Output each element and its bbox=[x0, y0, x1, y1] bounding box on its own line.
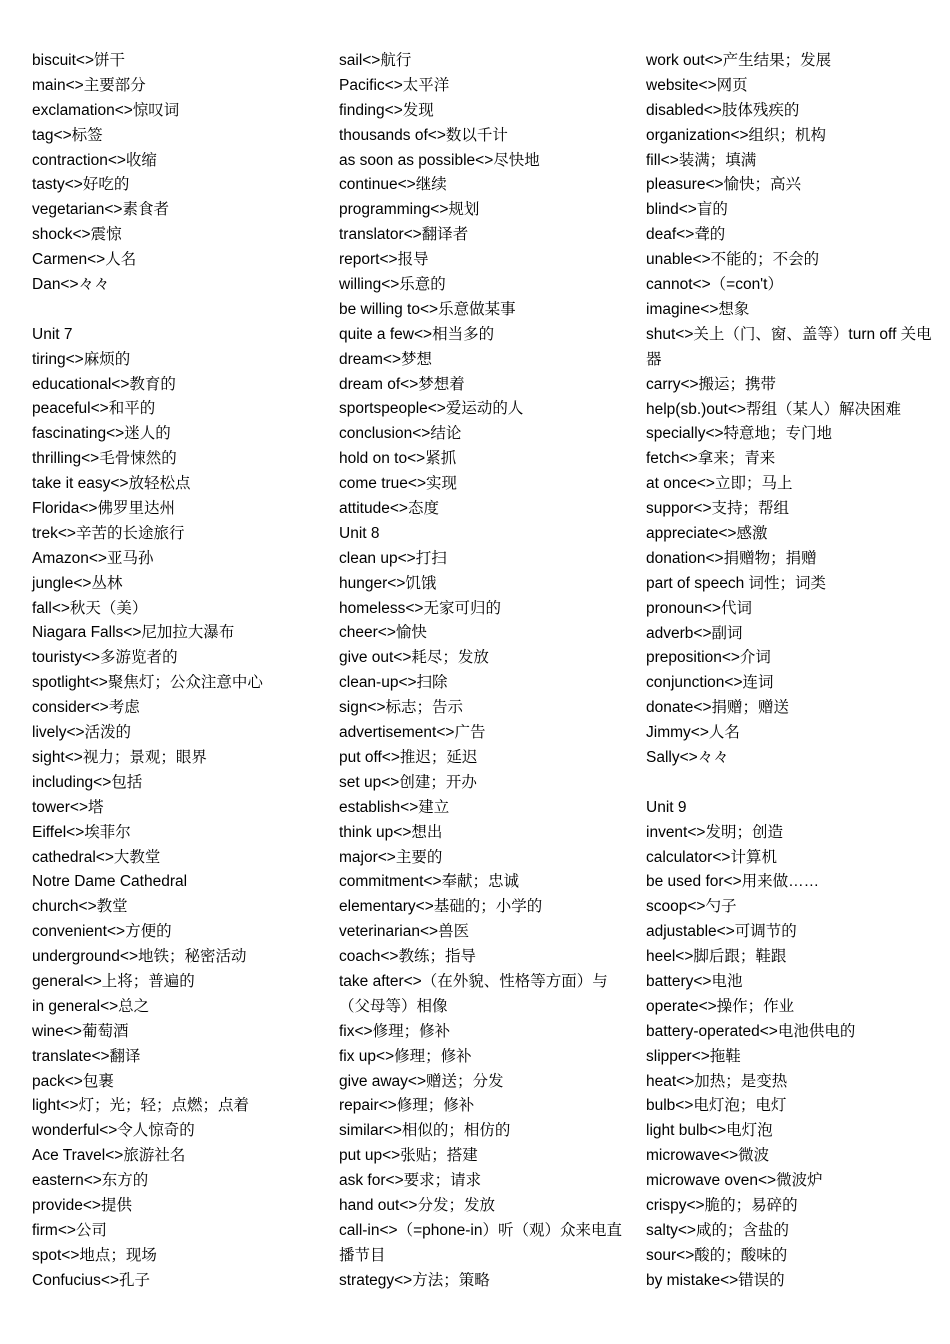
vocab-entry: suppor<>支持；帮组 bbox=[646, 500, 789, 518]
vocab-entry: deaf<>聋的 bbox=[646, 226, 726, 244]
vocab-entry: fall<>秋天（美） bbox=[32, 599, 148, 617]
vocab-entry: similar<>相似的；相仿的 bbox=[339, 1122, 511, 1140]
vocab-entry: vegetarian<>素食者 bbox=[32, 201, 169, 219]
vocab-entry: bulb<>电灯泡；电灯 bbox=[646, 1097, 787, 1115]
vocab-entry: calculator<>计算机 bbox=[646, 848, 777, 866]
vocab-entry: tasty<>好吃的 bbox=[32, 176, 130, 194]
vocab-entry: adjustable<>可调节的 bbox=[646, 923, 797, 941]
vocab-entry: including<>包括 bbox=[32, 773, 143, 791]
vocab-entry: shut<>关上（门、窗、盖等）turn off 关电器 bbox=[646, 325, 932, 368]
vocab-entry: major<>主要的 bbox=[339, 848, 443, 866]
vocab-entry: microwave<>微波 bbox=[646, 1147, 770, 1165]
vocab-entry: Notre Dame Cathedral bbox=[32, 873, 188, 891]
vocab-entry: finding<>发现 bbox=[339, 101, 434, 119]
vocab-entry: convenient<>方便的 bbox=[32, 923, 172, 941]
vocab-entry: establish<>建立 bbox=[339, 798, 450, 816]
vocab-entry: general<>上将；普遍的 bbox=[32, 972, 195, 990]
vocab-entry: take it easy<>放轻松点 bbox=[32, 475, 191, 493]
vocab-entry: cannot<>（=con't） bbox=[646, 276, 783, 294]
vocab-entry: fetch<>拿来；青来 bbox=[646, 450, 776, 468]
vocab-entry: Eiffel<>埃菲尔 bbox=[32, 823, 131, 841]
vocab-entry: Jimmy<>人名 bbox=[646, 724, 740, 742]
vocab-entry: Florida<>佛罗里达州 bbox=[32, 500, 175, 518]
vocab-entry: fascinating<>迷人的 bbox=[32, 425, 171, 443]
vocab-entry: pack<>包裹 bbox=[32, 1072, 114, 1090]
vocab-entry: by mistake<>错误的 bbox=[646, 1271, 785, 1289]
vocab-entry: fill<>装满；填满 bbox=[646, 151, 757, 169]
vocab-entry: hand out<>分发；发放 bbox=[339, 1197, 495, 1214]
vocab-entry: hunger<>饥饿 bbox=[339, 574, 437, 592]
vocab-entry: disabled<>肢体残疾的 bbox=[646, 101, 800, 119]
vocab-entry: commitment<>奉献；忠诚 bbox=[339, 873, 520, 891]
vocab-entry: as soon as possible<>尽快地 bbox=[339, 151, 540, 169]
vocab-entry: Ace Travel<>旅游社名 bbox=[32, 1147, 186, 1165]
vocab-entry: imagine<>想象 bbox=[646, 300, 750, 318]
vocab-entry: advertisement<>广告 bbox=[339, 724, 486, 742]
vocab-entry: spot<>地点；现场 bbox=[32, 1246, 157, 1264]
vocab-entry: part of speech 词性；词类 bbox=[646, 574, 827, 592]
vocab-entry: be used for<>用来做…… bbox=[646, 873, 820, 891]
vocab-entry: Sally<>々々 bbox=[646, 748, 729, 766]
vocab-entry: at once<>立即；马上 bbox=[646, 475, 793, 493]
vocab-entry: thousands of<>数以千计 bbox=[339, 126, 508, 144]
vocab-entry: clean-up<>扫除 bbox=[339, 674, 448, 692]
vocab-entry: pronoun<>代词 bbox=[646, 599, 752, 617]
vocab-entry: scoop<>勺子 bbox=[646, 898, 737, 916]
vocab-entry: translate<>翻译 bbox=[32, 1047, 141, 1065]
vocab-entry: adverb<>副词 bbox=[646, 624, 743, 642]
vocab-entry: salty<>咸的；含盐的 bbox=[646, 1221, 789, 1239]
vocab-entry: firm<>公司 bbox=[32, 1221, 107, 1239]
vocab-entry: consider<>考虑 bbox=[32, 699, 140, 717]
vocab-entry: Niagara Falls<>尼加拉大瀑布 bbox=[32, 624, 235, 642]
unit-heading: Unit 7 bbox=[32, 325, 73, 343]
vocab-entry: programming<>规划 bbox=[339, 201, 480, 219]
vocab-entry: invent<>发明；创造 bbox=[646, 823, 783, 841]
vocab-entry: tiring<>麻烦的 bbox=[32, 350, 131, 368]
vocab-entry: sign<>标志；告示 bbox=[339, 699, 464, 717]
vocab-entry: preposition<>介词 bbox=[646, 649, 771, 667]
vocab-entry: conjunction<>连词 bbox=[646, 674, 774, 692]
vocab-entry: come true<>实现 bbox=[339, 475, 458, 493]
unit-heading: Unit 8 bbox=[339, 524, 380, 542]
vocab-entry: call-in<>（=phone-in）听（观）众来电直播节目 bbox=[339, 1221, 622, 1264]
vocab-entry: blind<>盲的 bbox=[646, 201, 728, 219]
vocab-entry: donation<>捐赠物；捐赠 bbox=[646, 549, 817, 567]
vocab-entry: contraction<>收缩 bbox=[32, 151, 157, 169]
vocab-entry: sour<>酸的；酸味的 bbox=[646, 1246, 788, 1264]
vocab-entry: dream<>梦想 bbox=[339, 350, 433, 368]
vocab-entry: give out<>耗尽；发放 bbox=[339, 649, 489, 667]
vocab-entry: wonderful<>令人惊奇的 bbox=[32, 1122, 195, 1140]
vocab-entry: Carmen<>人名 bbox=[32, 251, 137, 269]
blank-line bbox=[646, 771, 936, 796]
vocab-entry: main<>主要部分 bbox=[32, 76, 146, 94]
vocab-entry: strategy<>方法；策略 bbox=[339, 1271, 490, 1289]
vocab-entry: put up<>张贴；搭建 bbox=[339, 1147, 478, 1165]
vocab-entry: sight<>视力；景观；眼界 bbox=[32, 748, 207, 766]
vocab-entry: tower<>塔 bbox=[32, 798, 104, 816]
vocab-entry: thrilling<>毛骨悚然的 bbox=[32, 450, 177, 468]
vocab-entry: hold on to<>紧抓 bbox=[339, 450, 457, 468]
vocab-entry: tag<>标签 bbox=[32, 126, 103, 144]
vocab-entry: dream of<>梦想着 bbox=[339, 375, 465, 393]
vocab-entry: veterinarian<>兽医 bbox=[339, 923, 470, 941]
vocab-entry: coach<>教练；指导 bbox=[339, 948, 476, 966]
vocab-entry: report<>报导 bbox=[339, 251, 429, 269]
vocab-entry: shock<>震惊 bbox=[32, 226, 122, 244]
vocab-entry: Confucius<>孔子 bbox=[32, 1271, 151, 1289]
vocab-entry: conclusion<>结论 bbox=[339, 425, 462, 443]
vocab-entry: homeless<>无家可归的 bbox=[339, 599, 501, 617]
vocab-entry: light<>灯；光；轻；点燃；点着 bbox=[32, 1097, 250, 1115]
vocab-column-1 bbox=[32, 49, 322, 1294]
vocab-entry: in general<>总之 bbox=[32, 997, 150, 1015]
vocab-entry: website<>网页 bbox=[646, 76, 748, 94]
vocab-entry: heat<>加热；是变热 bbox=[646, 1072, 788, 1090]
vocab-entry: peaceful<>和平的 bbox=[32, 400, 156, 418]
vocab-entry: fix<>修理；修补 bbox=[339, 1022, 451, 1040]
vocab-entry: heel<>脚后跟；鞋跟 bbox=[646, 948, 787, 966]
vocab-entry: take after<>（在外貌、性格等方面）与（父母等）相像 bbox=[339, 972, 608, 1015]
vocab-entry: translator<>翻译者 bbox=[339, 226, 469, 244]
vocab-entry: repair<>修理；修补 bbox=[339, 1097, 475, 1115]
vocab-entry: touristy<>多游览者的 bbox=[32, 649, 178, 667]
vocab-entry: trek<>辛苦的长途旅行 bbox=[32, 524, 185, 542]
unit-heading: Unit 9 bbox=[646, 798, 687, 816]
vocab-entry: exclamation<>惊叹词 bbox=[32, 101, 180, 119]
vocab-entry: specially<>特意地；专门地 bbox=[646, 425, 833, 443]
vocab-entry: clean up<>打扫 bbox=[339, 549, 447, 567]
vocab-entry: underground<>地铁；秘密活动 bbox=[32, 948, 247, 966]
vocab-entry: biscuit<>饼干 bbox=[32, 52, 126, 69]
vocab-entry: organization<>组织；机构 bbox=[646, 126, 827, 144]
vocab-column-3 bbox=[646, 49, 936, 1294]
vocab-entry: help(sb.)out<>帮组（某人）解决困难 bbox=[646, 400, 901, 418]
vocab-entry: willing<>乐意的 bbox=[339, 276, 446, 294]
vocab-entry: slipper<>拖鞋 bbox=[646, 1047, 741, 1065]
vocab-entry: continue<>继续 bbox=[339, 176, 447, 194]
vocab-entry: sportspeople<>爱运动的人 bbox=[339, 400, 524, 418]
vocab-entry: carry<>搬运；携带 bbox=[646, 375, 777, 393]
vocab-entry: ask for<>要求；请求 bbox=[339, 1172, 482, 1190]
vocab-entry: jungle<>丛林 bbox=[32, 574, 123, 592]
vocab-entry: cheer<>愉快 bbox=[339, 624, 427, 642]
vocab-entry: appreciate<>感激 bbox=[646, 524, 768, 542]
vocab-entry: eastern<>东方的 bbox=[32, 1172, 149, 1190]
vocab-entry: crispy<>脆的；易碎的 bbox=[646, 1197, 798, 1214]
vocab-entry: Dan<>々々 bbox=[32, 276, 110, 294]
vocab-entry: attitude<>态度 bbox=[339, 500, 439, 518]
vocab-entry: lively<>活泼的 bbox=[32, 724, 132, 742]
vocab-entry: work out<>产生结果；发展 bbox=[646, 52, 832, 69]
vocab-entry: wine<>葡萄酒 bbox=[32, 1022, 129, 1040]
vocab-entry: unable<>不能的；不会的 bbox=[646, 251, 820, 269]
vocab-entry: elementary<>基础的；小学的 bbox=[339, 898, 543, 916]
vocab-entry: sail<>航行 bbox=[339, 52, 412, 69]
vocab-entry: be willing to<>乐意做某事 bbox=[339, 300, 516, 318]
vocab-entry: Amazon<>亚马孙 bbox=[32, 549, 154, 567]
vocab-entry: cathedral<>大教堂 bbox=[32, 848, 161, 866]
vocab-entry: battery-operated<>电池供电的 bbox=[646, 1022, 856, 1040]
vocab-entry: fix up<>修理；修补 bbox=[339, 1047, 472, 1065]
vocab-entry: battery<>电池 bbox=[646, 972, 743, 990]
vocab-column-2 bbox=[339, 49, 629, 1294]
vocab-entry: church<>教堂 bbox=[32, 898, 128, 916]
vocab-entry: set up<>创建；开办 bbox=[339, 773, 477, 791]
vocab-entry: donate<>捐赠；赠送 bbox=[646, 699, 790, 717]
vocab-entry: Pacific<>太平洋 bbox=[339, 76, 450, 94]
vocab-entry: pleasure<>愉快；高兴 bbox=[646, 176, 802, 194]
blank-line bbox=[32, 298, 322, 323]
vocab-entry: provide<>提供 bbox=[32, 1196, 132, 1214]
vocab-entry: microwave oven<>微波炉 bbox=[646, 1172, 823, 1190]
vocab-entry: put off<>推迟；延迟 bbox=[339, 748, 478, 766]
vocab-entry: spotlight<>聚焦灯；公众注意中心 bbox=[32, 674, 263, 692]
vocab-entry: give away<>赠送；分发 bbox=[339, 1072, 504, 1090]
vocab-entry: quite a few<>相当多的 bbox=[339, 325, 495, 343]
vocab-entry: light bulb<>电灯泡 bbox=[646, 1122, 773, 1140]
vocab-entry: think up<>想出 bbox=[339, 823, 443, 841]
vocab-entry: operate<>操作；作业 bbox=[646, 997, 795, 1015]
vocab-entry: educational<>教育的 bbox=[32, 375, 176, 393]
